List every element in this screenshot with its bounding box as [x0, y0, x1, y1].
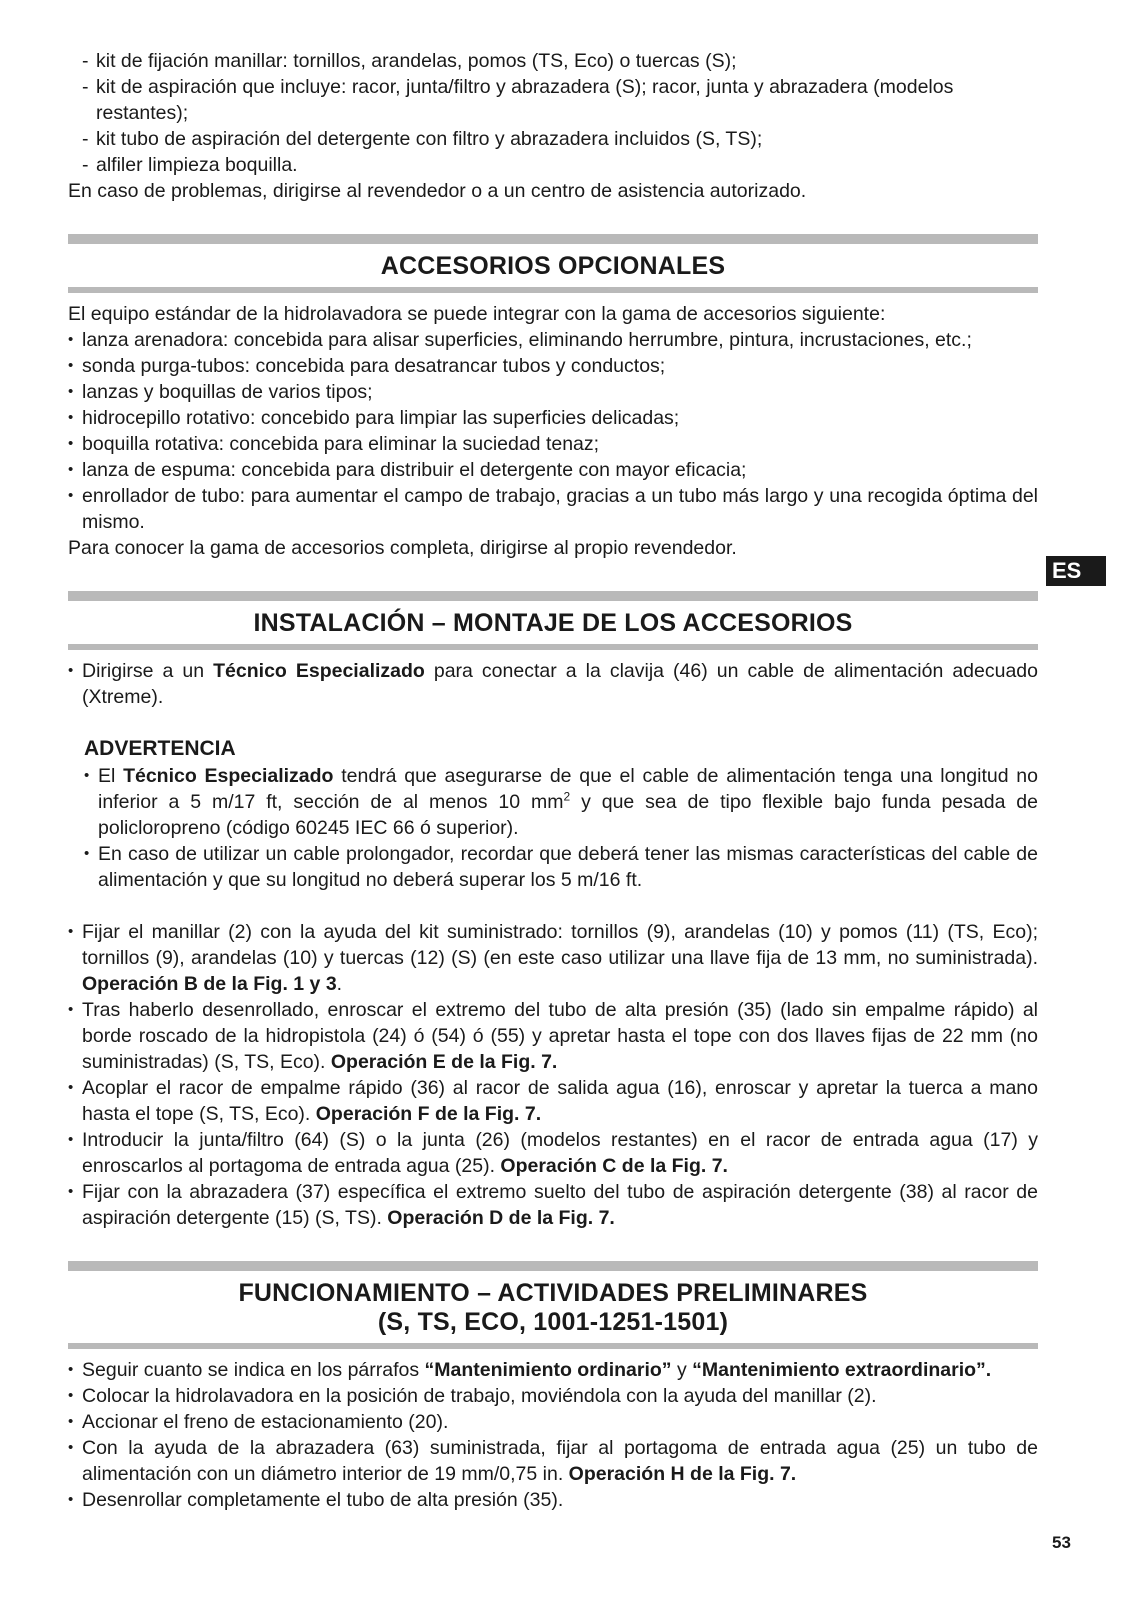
bold-text: Operación D de la Fig. 7.	[387, 1207, 615, 1229]
list-item: • lanzas y boquillas de varios tipos;	[68, 379, 1038, 405]
list-item	[68, 1075, 1038, 1127]
section-closing: Para conocer la gama de accesorios completa, dirigirse al propio revendedor.	[68, 537, 737, 559]
text-run: tendrá que asegurarse de que el cable de alimentación tenga una longitud no inferior a 5 m/17 ft, sección de al menos 10 mm	[98, 765, 1038, 813]
document-page	[68, 48, 1038, 1513]
text-run: Tras haberlo desenrollado, enroscar el extremo del tubo de alta presión (35) (lado sin empalme rápido) al borde roscado de la hidropistola (24) ó (54) ó (55) y apretar hasta el tope con dos llaves fijas de 22 mm (no suministradas) (S, TS, Eco).	[82, 999, 1038, 1073]
list-item	[68, 997, 1038, 1075]
list-item: • Desenrollar completamente el tubo de alta presión (35).	[68, 1487, 1038, 1513]
section-body-instalacion	[68, 658, 1038, 1231]
divider	[68, 287, 1038, 293]
list-item: • En caso de utilizar un cable prolongador, recordar que deberá tener las mismas características del cable de alimentación y que su longitud no deberá superar los 5 m/16 ft.	[84, 841, 1038, 893]
section-header-instalacion	[68, 591, 1038, 650]
divider	[68, 234, 1038, 244]
warning-box	[84, 736, 1038, 893]
bold-text: “Mantenimiento ordinario”	[424, 1359, 672, 1381]
accessories-list	[68, 327, 1038, 535]
warning-list	[84, 763, 1038, 893]
divider	[68, 591, 1038, 601]
section-title	[68, 1279, 1038, 1337]
list-item: - alfiler limpieza boquilla.	[68, 152, 1038, 178]
list-item	[68, 1357, 1038, 1383]
spacer	[68, 893, 1038, 919]
list-item: - kit de fijación manillar: tornillos, arandelas, pomos (TS, Eco) o tuercas (S);	[68, 48, 1038, 74]
text-run: Acoplar el racor de empalme rápido (36) al racor de salida agua (16), enroscar y apretar la tuerca a mano hasta el tope (S, TS, Eco).	[82, 1077, 1038, 1125]
bold-text: Operación B de la Fig. 1 y 3	[82, 973, 337, 995]
text-run: Fijar el manillar (2) con la ayuda del kit suministrado: tornillos (9), arandelas (10) y pomos (11) (TS, Eco); tornillos (9), arandelas (10) y tuercas (12) (S) (en este caso utilizar una llave fija de 13 mm, no suministrada).	[82, 921, 1038, 969]
list-item: • lanza de espuma: concebida para distribuir el detergente con mayor eficacia;	[68, 457, 1038, 483]
list-item: - kit tubo de aspiración del detergente con filtro y abrazadera incluidos (S, TS);	[68, 126, 1038, 152]
bold-text: Operación C de la Fig. 7.	[500, 1155, 728, 1177]
section-body-accesorios	[68, 301, 1038, 561]
bold-text: Operación E de la Fig. 7.	[330, 1051, 558, 1073]
text-run: Dirigirse a un	[82, 660, 214, 682]
section-header-accesorios	[68, 234, 1038, 293]
section-header-funcionamiento	[68, 1261, 1038, 1349]
intro-kit-list	[68, 48, 1038, 178]
warning-title: ADVERTENCIA	[84, 737, 236, 760]
bold-text: “Mantenimiento extraordinario”.	[692, 1359, 992, 1381]
bold-text: Técnico Especializado	[123, 765, 334, 787]
section-title: ACCESORIOS OPCIONALES	[380, 252, 726, 280]
section-body-funcionamiento	[68, 1357, 1038, 1513]
list-item: • boquilla rotativa: concebida para eliminar la suciedad tenaz;	[68, 431, 1038, 457]
list-item	[68, 1179, 1038, 1231]
list-item: • Accionar el freno de estacionamiento (20).	[68, 1409, 1038, 1435]
section-lead: El equipo estándar de la hidrolavadora se puede integrar con la gama de accesorios siguiente:	[68, 303, 886, 325]
language-tab: ES	[1046, 556, 1106, 586]
text-run: Introducir la junta/filtro (64) (S) o la junta (26) (modelos restantes) en el racor de entrada agua (17) y enroscarlos al portagoma de entrada agua (25).	[82, 1129, 1038, 1177]
list-item	[68, 1127, 1038, 1179]
list-item: • hidrocepillo rotativo: concebido para limpiar las superficies delicadas;	[68, 405, 1038, 431]
divider	[68, 1261, 1038, 1271]
text-run: .	[336, 973, 343, 995]
list-item	[68, 658, 1038, 710]
list-item: - kit de aspiración que incluye: racor, junta/filtro y abrazadera (S); racor, junta y abrazadera (modelos restantes);	[68, 74, 1038, 126]
text-run: y que sea de tipo flexible bajo funda pesada de policloropreno (código 60245 IEC 66 ó superior).	[98, 791, 1038, 839]
bold-text: Técnico Especializado	[213, 660, 425, 682]
bold-text: Operación F de la Fig. 7.	[315, 1103, 542, 1125]
text-run: Seguir cuanto se indica en los párrafos	[82, 1359, 425, 1381]
section-title-line: (S, TS, ECO, 1001-1251-1501)	[377, 1308, 729, 1336]
list-item	[68, 919, 1038, 997]
text-run: y	[671, 1359, 693, 1381]
preliminary-list	[68, 1357, 1038, 1513]
intro-closing: En caso de problemas, dirigirse al revendedor o a un centro de asistencia autorizado.	[68, 180, 807, 202]
list-item: • sonda purga-tubos: concebida para desatrancar tubos y conductos;	[68, 353, 1038, 379]
list-item: • lanza arenadora: concebida para alisar superficies, eliminando herrumbre, pintura, incrustaciones, etc.;	[68, 327, 1038, 353]
text-run: El	[98, 765, 124, 787]
install-intro-list	[68, 658, 1038, 710]
list-item: • Colocar la hidrolavadora en la posición de trabajo, moviéndola con la ayuda del manillar (2).	[68, 1383, 1038, 1409]
text-run: Con la ayuda de la abrazadera (63) suministrada, fijar al portagoma de entrada agua (25) un tubo de alimentación con un diámetro interior de 19 mm/0,75 in.	[82, 1437, 1038, 1485]
section-title: INSTALACIÓN – MONTAJE DE LOS ACCESORIOS	[253, 609, 853, 637]
page-number: 53	[1052, 1533, 1071, 1552]
section-title-line: FUNCIONAMIENTO – ACTIVIDADES PRELIMINARES	[238, 1279, 868, 1307]
text-run: para conectar a la clavija (46) un cable de alimentación adecuado (Xtreme).	[82, 660, 1038, 708]
install-steps-list	[68, 919, 1038, 1231]
list-item: • enrollador de tubo: para aumentar el campo de trabajo, gracias a un tubo más largo y una recogida óptima del mismo.	[68, 483, 1038, 535]
divider	[68, 1343, 1038, 1349]
superscript: 2	[563, 789, 571, 804]
text-run: Fijar con la abrazadera (37) específica el extremo suelto del tubo de aspiración detergente (38) al racor de aspiración detergente (15) (S, TS).	[82, 1181, 1038, 1229]
divider	[68, 644, 1038, 650]
bold-text: Operación H de la Fig. 7.	[568, 1463, 797, 1485]
list-item	[84, 763, 1038, 841]
list-item	[68, 1435, 1038, 1487]
